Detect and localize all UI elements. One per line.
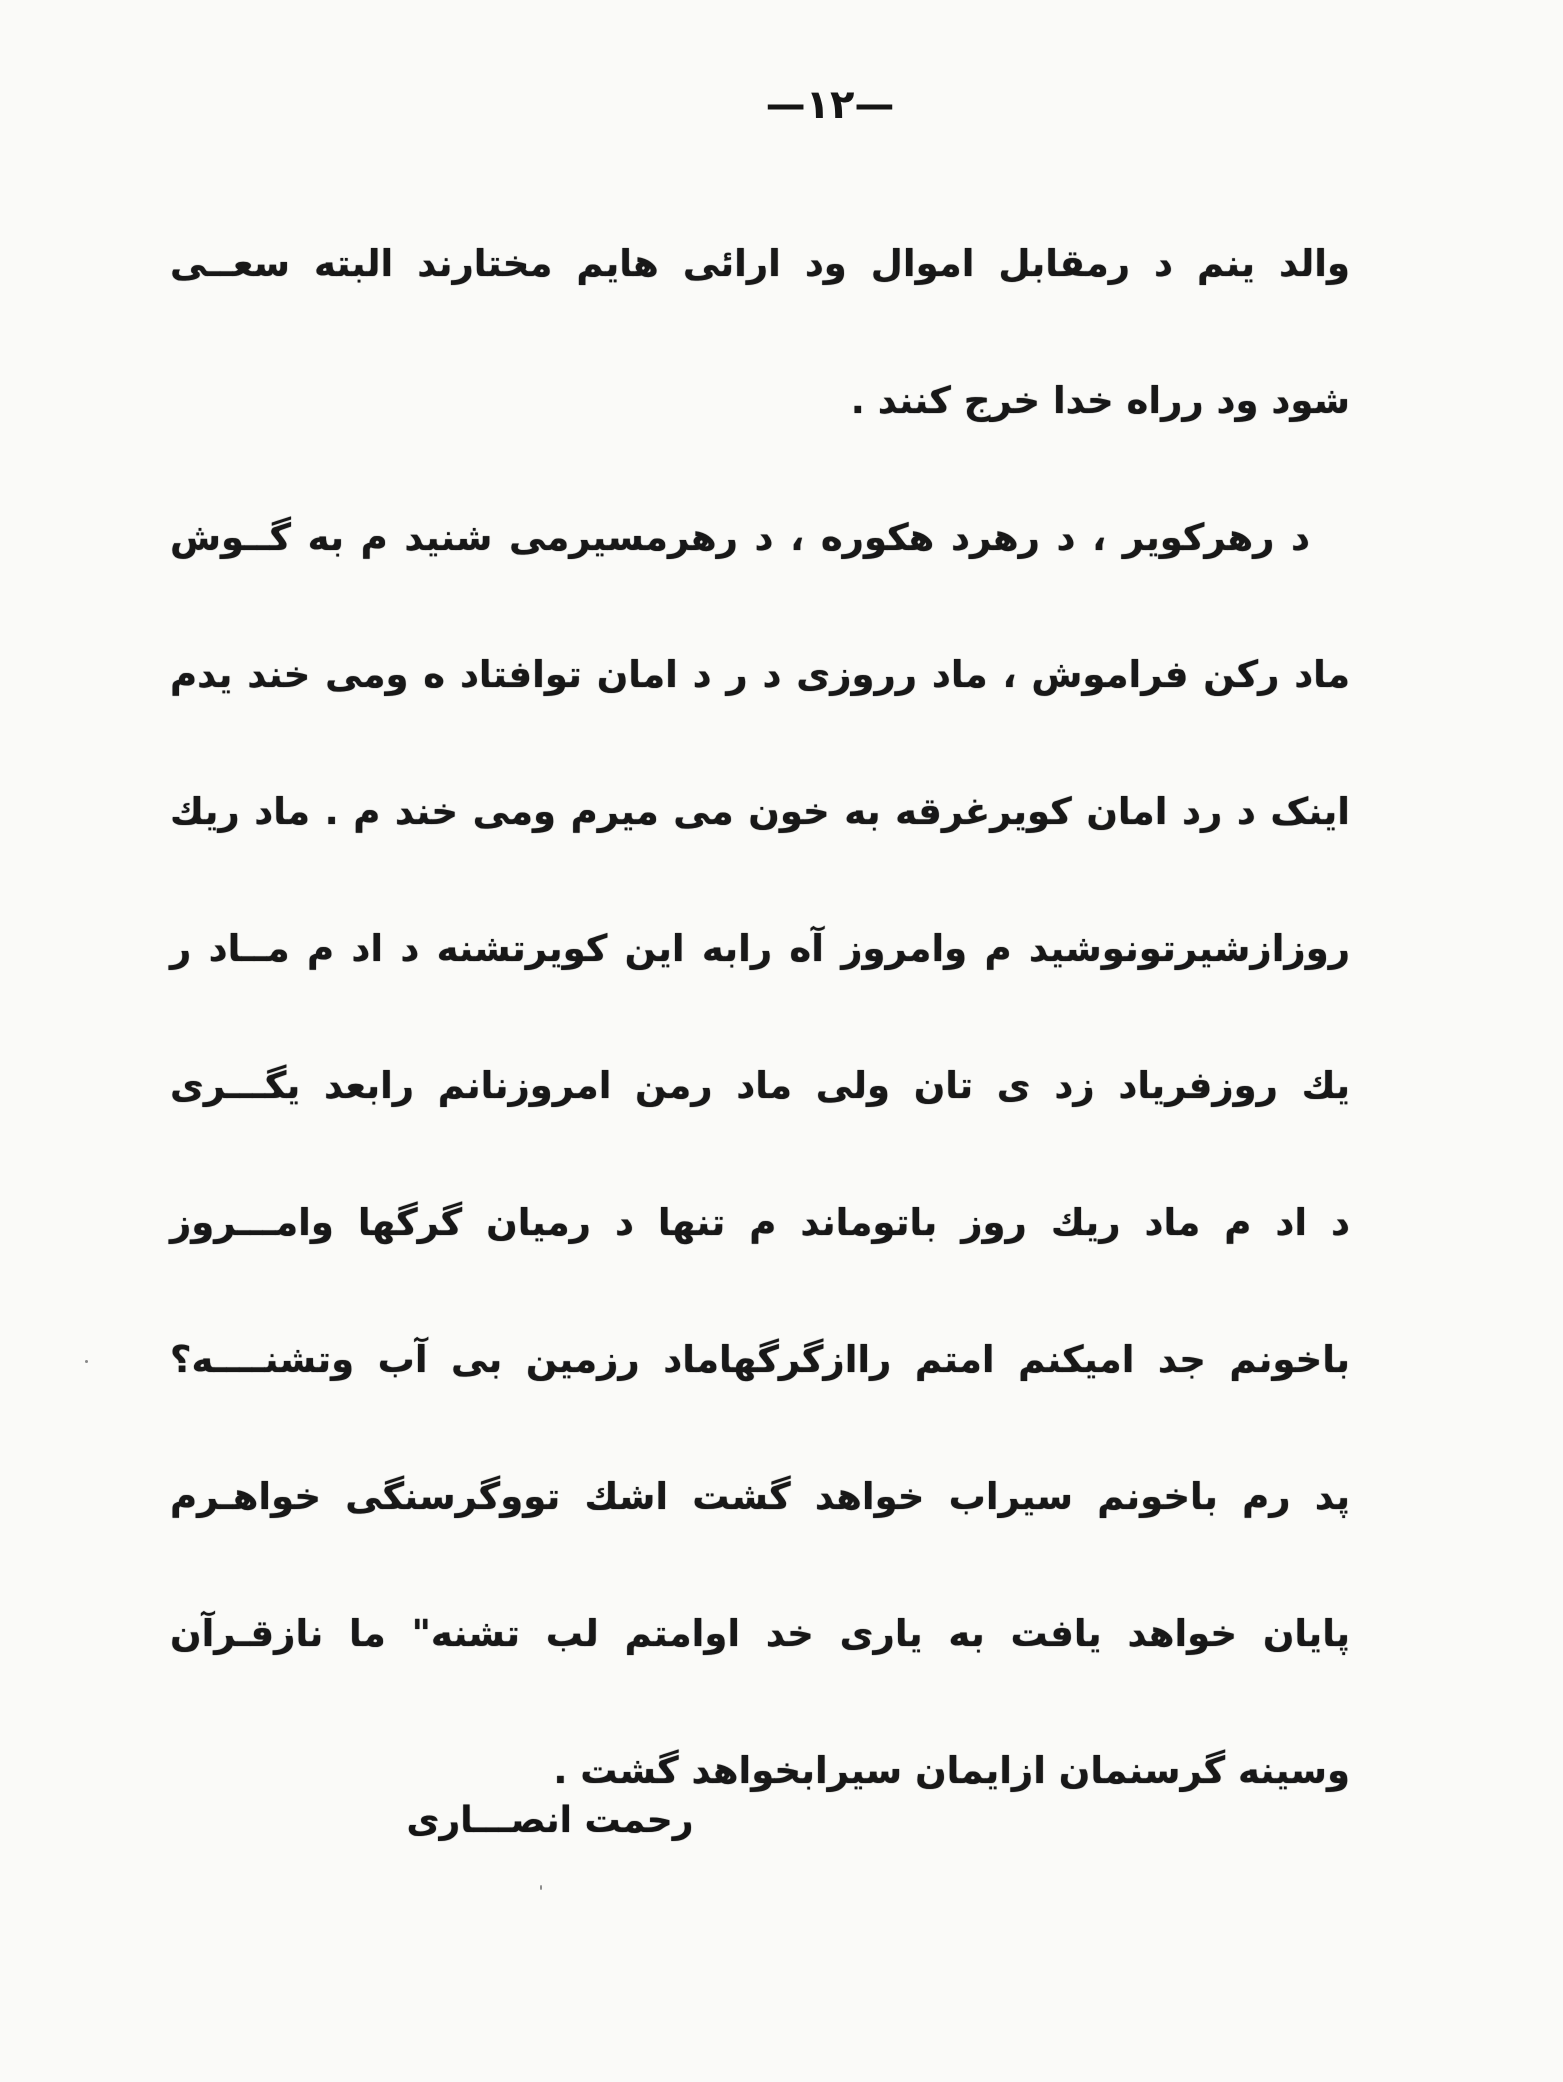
scan-speck xyxy=(540,1885,542,1890)
text-line: والد ینم د رمقابل اموال ود ارائی هایم مختارند البته سعــی xyxy=(170,242,1350,285)
text-line: باخونم جد امیکنم امتم راازگرگهاماد رزمین بی آب وتشنــــه؟ xyxy=(170,1338,1350,1381)
text-line: شود ود رراه خدا خرج کنند . xyxy=(850,379,1350,422)
page-number: —۱۲— xyxy=(765,82,895,128)
text-line: اینک د رد امان کویرغرقه به خون می میرم ومی خند م . ماد ریك xyxy=(170,790,1350,833)
text-line: پد رم باخونم سیراب خواهد گشت اشك تووگرسنگی خواهـرم xyxy=(170,1475,1350,1518)
text-line: وسینه گرسنمان ازایمان سیرابخواهد گشت . xyxy=(553,1749,1350,1792)
text-line: پایان خواهد یافت به یاری خد اوامتم لب تشنه" ما نازقـرآن xyxy=(170,1612,1350,1655)
text-line: د رهرکویر ، د رهرد هکوره ، د رهرمسیرمی شنید م به گــوش xyxy=(170,516,1310,559)
scan-speck xyxy=(85,1360,88,1363)
author-signature: رحمت انصـــاری xyxy=(406,1800,694,1841)
text-line: ماد رکن فراموش ، ماد رروزی د ر د امان توافتاد ه ومی خند یدم xyxy=(170,653,1350,696)
text-line: یك روزفریاد زد ی تان ولی ماد رمن امروزنانم رابعد یگـــری xyxy=(170,1064,1350,1107)
body-text xyxy=(170,242,1350,1886)
text-line: روزازشیرتونوشید م وامروز آه رابه این کویرتشنه د اد م مــاد ر xyxy=(170,927,1350,970)
text-line: د اد م ماد ریك روز باتوماند م تنها د رمیان گرگها وامـــروز xyxy=(170,1201,1350,1244)
